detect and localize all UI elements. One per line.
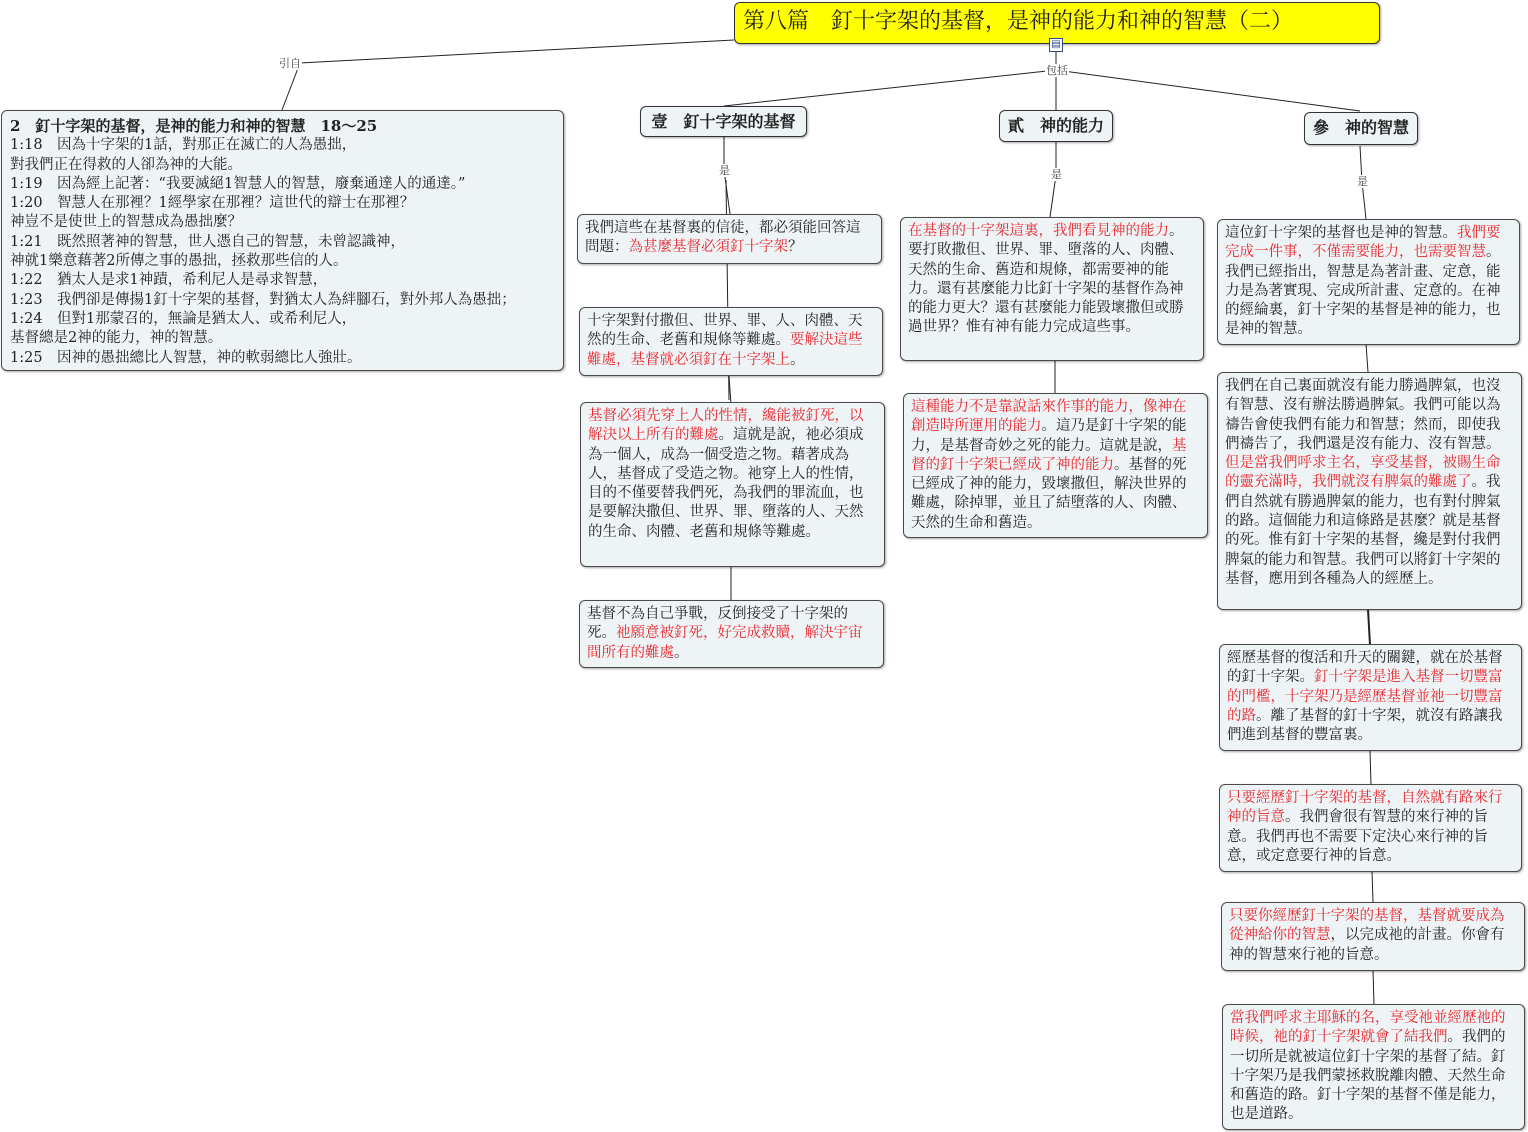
note-text: 我們這些在基督裏的信徒，都必須能回答這問題： (585, 220, 861, 256)
label-is-2: 是 (1051, 168, 1062, 181)
note-text: 。這乃是釘十字架的能力，是基督奇妙之死的能力。這就是說， (911, 418, 1187, 454)
note-col1-4[interactable] (579, 600, 884, 668)
label-include: 包括 (1046, 64, 1068, 77)
link-include-t3 (1056, 70, 1360, 111)
reference-line: 1:19 因為經上記著：“我要滅絕1智慧人的智慧，廢棄通達人的通達。” (10, 175, 466, 192)
note-col1-2[interactable] (579, 307, 883, 376)
note-text: 。這就是說，祂必須成為一個人，成為一個受造之物。藉著成為人，基督成了受造之物。祂穿上人的性情，目的不僅要替我們死，為我們的罪流血，也是要解決撒但、世界、罪、墮落的人、天然的生命、肉體、老舊和規條等難處。 (588, 427, 864, 540)
note-col3-1[interactable] (1217, 219, 1520, 345)
reference-line: 1:21 既然照著神的智慧，世人憑自己的智慧，未曾認識神， (10, 233, 406, 250)
note-highlight: 在基督的十字架這裏，我們看見神的能力 (908, 223, 1169, 239)
reference-line: 1:18 因為十字架的1話，對那正在滅亡的人為愚拙， (10, 137, 357, 154)
note-col3-3[interactable] (1219, 644, 1522, 751)
note-icon[interactable]: ▤ (1049, 38, 1063, 52)
note-highlight: 但是當我們呼求主名，享受基督，被賜生命的靈充滿時，我們就沒有脾氣的難處了 (1225, 455, 1501, 491)
note-col2-2[interactable] (903, 393, 1208, 538)
note-col3-5[interactable] (1221, 902, 1525, 971)
reference-heading: 2 釘十字架的基督，是神的能力和神的智慧 18～25 (10, 117, 378, 135)
label-is-3: 是 (1357, 175, 1368, 188)
note-text: 。基督的死已經成了神的能力，毀壞撒但，解決世界的難處，除掉罪，並且了結墮落的人、肉體、天然的生命和舊造。 (911, 456, 1187, 531)
note-text: 這位釘十字架的基督也是神的智慧。 (1225, 225, 1457, 241)
topic-power-of-god[interactable]: 貳 神的能力 (999, 110, 1113, 142)
link-include-t1 (724, 70, 1056, 106)
note-highlight: 祂願意被釘死，好完成救贖，解決宇宙間所有的難處 (587, 625, 863, 661)
link-col3-n3 (1368, 609, 1370, 645)
note-col2-1[interactable] (900, 217, 1204, 361)
note-col3-6[interactable] (1222, 1004, 1525, 1130)
note-col3-2[interactable] (1217, 372, 1522, 610)
root-topic[interactable]: 第八篇 釘十字架的基督，是神的能力和神的智慧（二） (734, 2, 1380, 44)
note-text: 。我們自然就有勝過脾氣的能力，也有對付脾氣的路。這個能力和這條路是甚麼？就是基督的死。惟有釘十字架的基督，纔是對付我們脾氣的能力和智慧。我們可以將釘十字架的基督，應用到各種為人的經歷上。 (1225, 474, 1501, 587)
link-col3-n4 (1370, 750, 1371, 785)
label-quote: 引自 (279, 57, 301, 70)
note-text: 。我們會很有智慧的來行神的旨意。我們再也不需要下定決心來行神的旨意，或定意要行神的旨意。 (1227, 809, 1488, 864)
note-text: 基督不為自己爭戰，反倒接受了十字架的死。 (587, 606, 848, 642)
reference-line: 1:22 猶太人是求1神蹟，希利尼人是尋求智慧， (10, 272, 328, 289)
note-highlight: 為甚麼基督必須釘十字架 (628, 239, 788, 256)
note-text: ？ (788, 239, 803, 256)
note-text: 。 (790, 351, 805, 368)
note-highlight: 基督必須先穿上人的性情，纔能被釘死，以解決以上所有的難處 (588, 408, 864, 444)
topic-crucified-christ[interactable]: 壹 釘十字架的基督 (640, 106, 807, 137)
reference-line: 1:24 但對1那蒙召的，無論是猶太人、或希利尼人， (10, 310, 357, 327)
note-text: 我們在自己裏面就沒有能力勝過脾氣，也沒有智慧、沒有辦法勝過脾氣。我們可能以為禱告會使我們有能力和智慧；然而，即使我們禱告了，我們還是沒有能力、沒有智慧。 (1225, 378, 1501, 452)
scripture-reference-node[interactable] (1, 110, 564, 371)
note-text: 。要打敗撒但、世界、罪、墮落的人、肉體、天然的生命、舊造和規條，都需要神的能力。還有甚麼能力比釘十字架的基督作為神的能力更大？還有甚麼能力能毀壞撒但或勝過世界？惟有神有能力完成這些事。 (908, 223, 1184, 336)
link-col3-n5 (1372, 870, 1373, 902)
reference-line: 1:23 我們卻是傳揚1釘十字架的基督，對猶太人為絆腳石，對外邦人為愚拙； (10, 291, 516, 308)
note-highlight: 只要你經歷釘十字架的基督，基督就要成為從神給你的智慧 (1229, 908, 1505, 944)
note-col3-4[interactable] (1219, 784, 1522, 872)
note-text: ，以完成祂的計畫。你會有神的智慧來行祂的旨意。 (1229, 927, 1505, 963)
note-highlight: 這種能力不是靠說話來作事的能力，像神在創造時所運用的能力 (911, 399, 1187, 435)
reference-line: 神豈不是使世上的智慧成為愚拙麼？ (10, 214, 242, 231)
note-text: 。 (674, 644, 689, 661)
note-highlight: 我們要完成一件事，不僅需要能力，也需要智慧 (1225, 225, 1501, 261)
label-is-1: 是 (719, 164, 730, 177)
note-highlight: 當我們呼求主耶穌的名，享受祂並經歷祂的時候，祂的釘十字架就會了結我們 (1230, 1010, 1506, 1046)
note-text: 十字架對付撒但、世界、罪、人、肉體、天然的生命、老舊和規條等難處。 (587, 313, 863, 349)
note-col1-1[interactable] (577, 214, 882, 264)
link-col3-n2 (1366, 344, 1368, 372)
reference-line: 對我們正在得救的人卻為神的大能。 (10, 156, 242, 173)
note-text: 。我們已經指出，智慧是為著計畫、定意，能力是為著實現、完成所計畫、定意的。在神的經綸裏，釘十字架的基督是神的能力，也是神的智慧。 (1225, 244, 1501, 338)
reference-line: 神就1樂意藉著2所傳之事的愚拙，拯救那些信的人。 (10, 253, 348, 270)
note-highlight: 釘十字架是進入基督一切豐富的門檻，十字架乃是經歷基督並祂一切豐富的路 (1227, 669, 1503, 724)
note-highlight: 只要經歷釘十字架的基督，自然就有路來行神的旨意 (1227, 790, 1503, 826)
topic-wisdom-of-god[interactable]: 參 神的智慧 (1304, 112, 1418, 145)
link-root-reference (282, 40, 734, 110)
note-col1-3[interactable] (580, 402, 885, 567)
reference-line: 1:20 智慧人在那裡？1經學家在那裡？這世代的辯士在那裡？ (10, 195, 415, 212)
reference-line: 基督總是2神的能力，神的智慧。 (10, 330, 223, 347)
note-text: 。我們的一切所是就被這位釘十字架的基督了結。釘十字架乃是我們蒙拯救脫離肉體、天然生命和舊造的路。釘十字架的基督不僅是能力，也是道路。 (1230, 1029, 1506, 1123)
note-text: 經歷基督的復活和升天的關鍵，就在於基督的釘十字架。 (1227, 650, 1503, 686)
note-text: 。離了基督的釘十字架，就沒有路讓我們進到基督的豐富裏。 (1227, 707, 1503, 744)
link-col3-n6 (1373, 970, 1374, 1005)
note-highlight: 要解決這些難處，基督就必須釘在十字架上 (587, 332, 863, 368)
note-highlight: 基督的釘十字架已經成了神的能力 (911, 437, 1187, 473)
link-t2-n1 (1050, 175, 1056, 217)
reference-line: 1:25 因神的愚拙總比人智慧，神的軟弱總比人強壯。 (10, 349, 362, 366)
